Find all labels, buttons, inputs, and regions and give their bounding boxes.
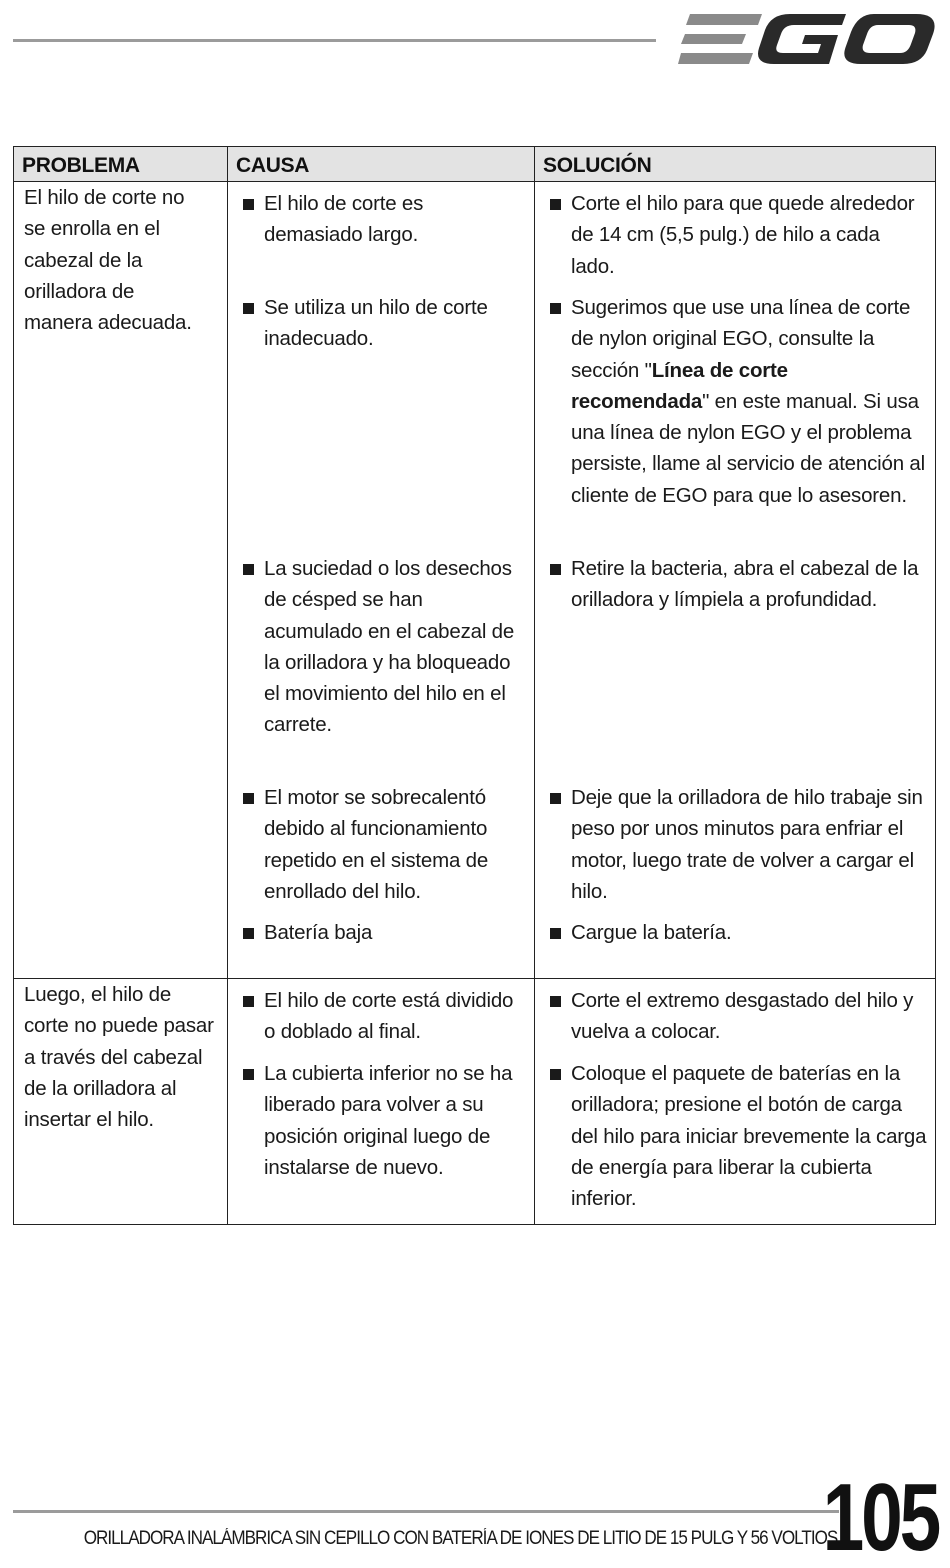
- bullet-square-icon: [550, 793, 561, 804]
- solution-cell: [535, 979, 936, 1225]
- bullet-square-icon: [243, 928, 254, 939]
- cause-text: El hilo de corte es demasiado largo.: [264, 192, 424, 247]
- cause-text: La cubierta inferior no se ha liberado para volver a su posición original luego de instalarse de nuevo.: [264, 1062, 513, 1179]
- cause-text: La suciedad o los desechos de césped se han acumulado en el cabezal de la orilladora y ha bloqueado el movimiento del hilo en el carrete.: [264, 557, 515, 737]
- header-rule: [13, 39, 656, 42]
- table-row: [14, 979, 936, 1225]
- solution-cell: [535, 182, 936, 979]
- problem-cell: [14, 979, 228, 1225]
- solution-item: [547, 782, 927, 907]
- bullet-square-icon: [243, 793, 254, 804]
- cause-text: Se utiliza un hilo de corte inadecuado.: [264, 296, 488, 351]
- solution-item: [547, 292, 927, 543]
- bullet-square-icon: [243, 199, 254, 210]
- solution-text-bold: Línea de corte recomendada: [571, 358, 788, 413]
- solution-item: [547, 917, 927, 948]
- cause-text: Batería baja: [264, 921, 373, 945]
- ego-logo-go: [758, 14, 935, 64]
- table-row: [14, 182, 936, 979]
- cause-item: [240, 553, 522, 772]
- footer-title: ORILLADORA INALÁMBRICA SIN CEPILLO CON BATERÍA DE IONES DE LITIO DE 15 PULG Y 56 VOLTIOS: [83, 1528, 837, 1549]
- footer-rule: [13, 1510, 839, 1513]
- bullet-square-icon: [550, 996, 561, 1007]
- cause-cell: [228, 182, 535, 979]
- table-header-row: [14, 147, 936, 182]
- cause-cell: [228, 979, 535, 1225]
- cause-item: [240, 188, 522, 282]
- bullet-square-icon: [550, 1069, 561, 1080]
- solution-text: Corte el extremo desgastado del hilo y vuelva a colocar.: [571, 989, 914, 1044]
- troubleshooting-table: [13, 146, 936, 1225]
- bullet-square-icon: [243, 303, 254, 314]
- solution-text: Corte el hilo para que quede alrededor de 14 cm (5,5 pulg.) de hilo a cada lado.: [571, 192, 915, 278]
- solution-item: [547, 553, 927, 772]
- cause-item: [240, 292, 522, 543]
- bullet-square-icon: [550, 303, 561, 314]
- problem-cell: [14, 182, 228, 979]
- ego-logo: [678, 10, 936, 68]
- page-number: 105: [822, 1464, 938, 1568]
- solution-text: Coloque el paquete de baterías en la orilladora; presione el botón de carga del hilo para iniciar brevemente la carga de energía para liberar la cubierta inferior.: [571, 1062, 927, 1211]
- cause-text: El hilo de corte está dividido o doblado al final.: [264, 989, 514, 1044]
- header-problem: PROBLEMA: [14, 147, 228, 182]
- cause-item: [240, 985, 522, 1048]
- problem-text: Luego, el hilo de corte no puede pasar a través del cabezal de la orilladora al insertar el hilo.: [24, 983, 214, 1132]
- cause-item: [240, 917, 522, 948]
- problem-text: El hilo de corte no se enrolla en el cabezal de la orilladora de manera adecuada.: [24, 186, 192, 335]
- solution-item: [547, 188, 927, 282]
- header-solution: SOLUCIÓN: [535, 147, 936, 182]
- cause-text: El motor se sobrecalentó debido al funcionamiento repetido en el sistema de enrollado del hilo.: [264, 786, 489, 903]
- bullet-square-icon: [550, 928, 561, 939]
- solution-text: Cargue la batería.: [571, 921, 732, 945]
- solution-text: Retire la bacteria, abra el cabezal de la orilladora y límpiela a profundidad.: [571, 557, 919, 612]
- solution-item: [547, 985, 927, 1048]
- bullet-square-icon: [243, 564, 254, 575]
- bullet-square-icon: [550, 199, 561, 210]
- bullet-square-icon: [243, 996, 254, 1007]
- solution-item: [547, 1058, 927, 1214]
- solution-text: Deje que la orilladora de hilo trabaje sin peso por unos minutos para enfriar el motor, luego trate de volver a cargar el hilo.: [571, 786, 923, 903]
- solution-text-post: " en este manual. Si usa una línea de nylon EGO y el problema persiste, llame al servicio de atención al cliente de EGO para que lo asesoren.: [571, 389, 925, 507]
- header-cause: CAUSA: [228, 147, 535, 182]
- solution-text-pre: Sugerimos que use una línea de corte de nylon original EGO, consulte la sección ": [571, 296, 911, 382]
- bullet-square-icon: [243, 1069, 254, 1080]
- cause-item: [240, 782, 522, 907]
- ego-logo-e: [678, 14, 762, 64]
- bullet-square-icon: [550, 564, 561, 575]
- cause-item: [240, 1058, 522, 1183]
